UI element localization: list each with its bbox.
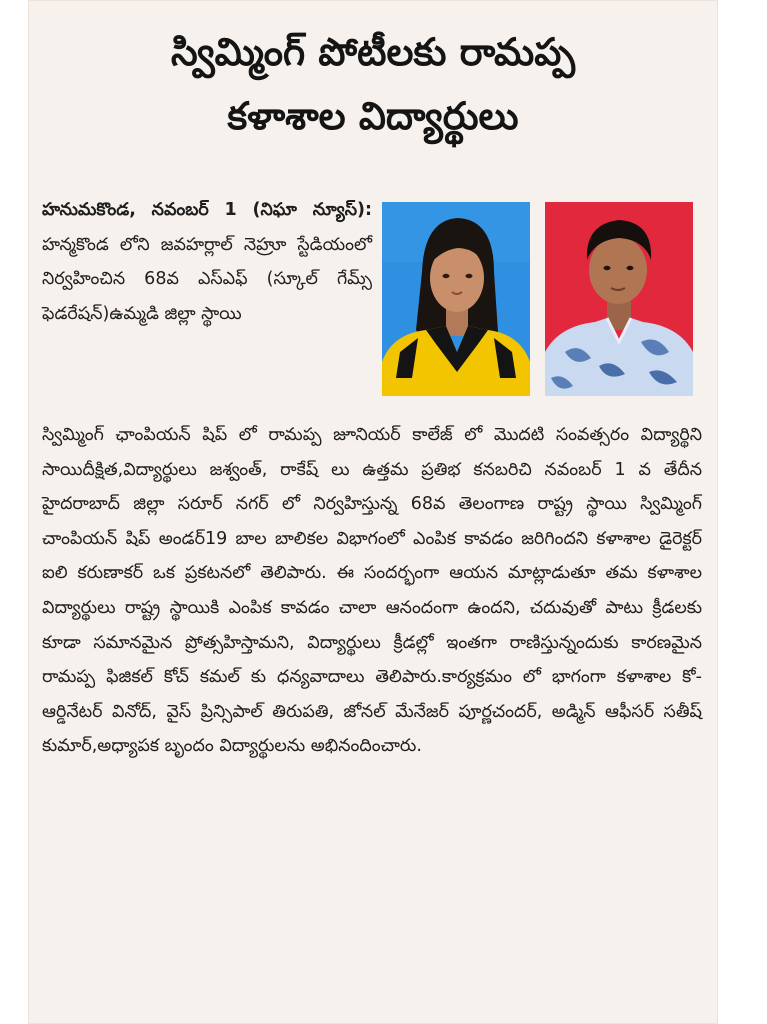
photo-male-student bbox=[545, 202, 693, 396]
female-student-portrait-icon bbox=[382, 202, 530, 396]
male-student-portrait-icon bbox=[545, 202, 693, 396]
article-body-top-text: హన్మకొండ లోని జవహర్లాల్ నెహ్రూ స్టేడియంలో నిర్వహించిన 68వ ఎస్ఎఫ్ (స్కూల్ గేమ్స్ ఫెడరేషన్)ఉమ్మడి జిల్లా స్థాయి bbox=[42, 234, 372, 324]
headline bbox=[28, 20, 718, 148]
headline-line-2: కళాశాల విద్యార్థులు bbox=[227, 94, 519, 138]
photo-female-student bbox=[382, 202, 530, 396]
headline-line-1: స్విమ్మింగ్ పోటీలకు రామప్ప bbox=[170, 30, 576, 74]
article-body-top bbox=[42, 193, 372, 331]
dateline: హనుమకొండ, నవంబర్ 1 (నిఘా న్యూస్): bbox=[42, 200, 372, 220]
newspaper-clipping bbox=[28, 0, 718, 1024]
article-body-bottom: స్విమ్మింగ్ ఛాంపియన్ షిప్ లో రామప్ప జూనియర్ కాలేజ్ లో మొదటి సంవత్సరం విద్యార్థిని సాయిదీక్షిత,విద్యార్థులు జశ్వంత్, రాకేష్ లు ఉత్తమ ప్రతిభ కనబరిచి నవంబర్ 1 వ తేదీన హైదరాబాద్ జిల్లా సరూర్ నగర్ లో నిర్వహిస్తున్న 68వ తెలంగాణ రాష్ట్ర స్థాయి స్విమ్మింగ్ చాంపియన్ షిప్ అండర్19 బాల బాలికల విభాగంలో ఎంపిక కావడం జరిగిందని కళాశాల డైరెక్టర్ ఐలి కరుణాకర్ ఒక ప్రకటనలో తెలిపారు. ఈ సందర్భంగా ఆయన మాట్లాడుతూ తమ కళాశాల విద్యార్థులు రాష్ట్ర స్థాయికి ఎంపిక కావడం చాలా ఆనందంగా ఉందని, చదువుతో పాటు క్రీడలకు కూడా సమానమైన ప్రోత్సహిస్తామని, విద్యార్థులు క్రీడల్లో ఇంతగా రాణిస్తున్నందుకు కారణమైన రామప్ప ఫిజికల్ కోచ్ కమల్ కు ధన్యవాదాలు తెలిపారు.కార్యక్రమం లో భాగంగా కళాశాల కో-ఆర్డినేటర్ వినోద్, వైస్ ప్రిన్సిపాల్ తిరుపతి, జోనల్ మేనేజర్ పూర్ణచందర్, అడ్మిన్ ఆఫీసర్ సతీష్ కుమార్,అధ్యాపక బృందం విద్యార్థులను అభినందించారు. bbox=[42, 425, 702, 757]
